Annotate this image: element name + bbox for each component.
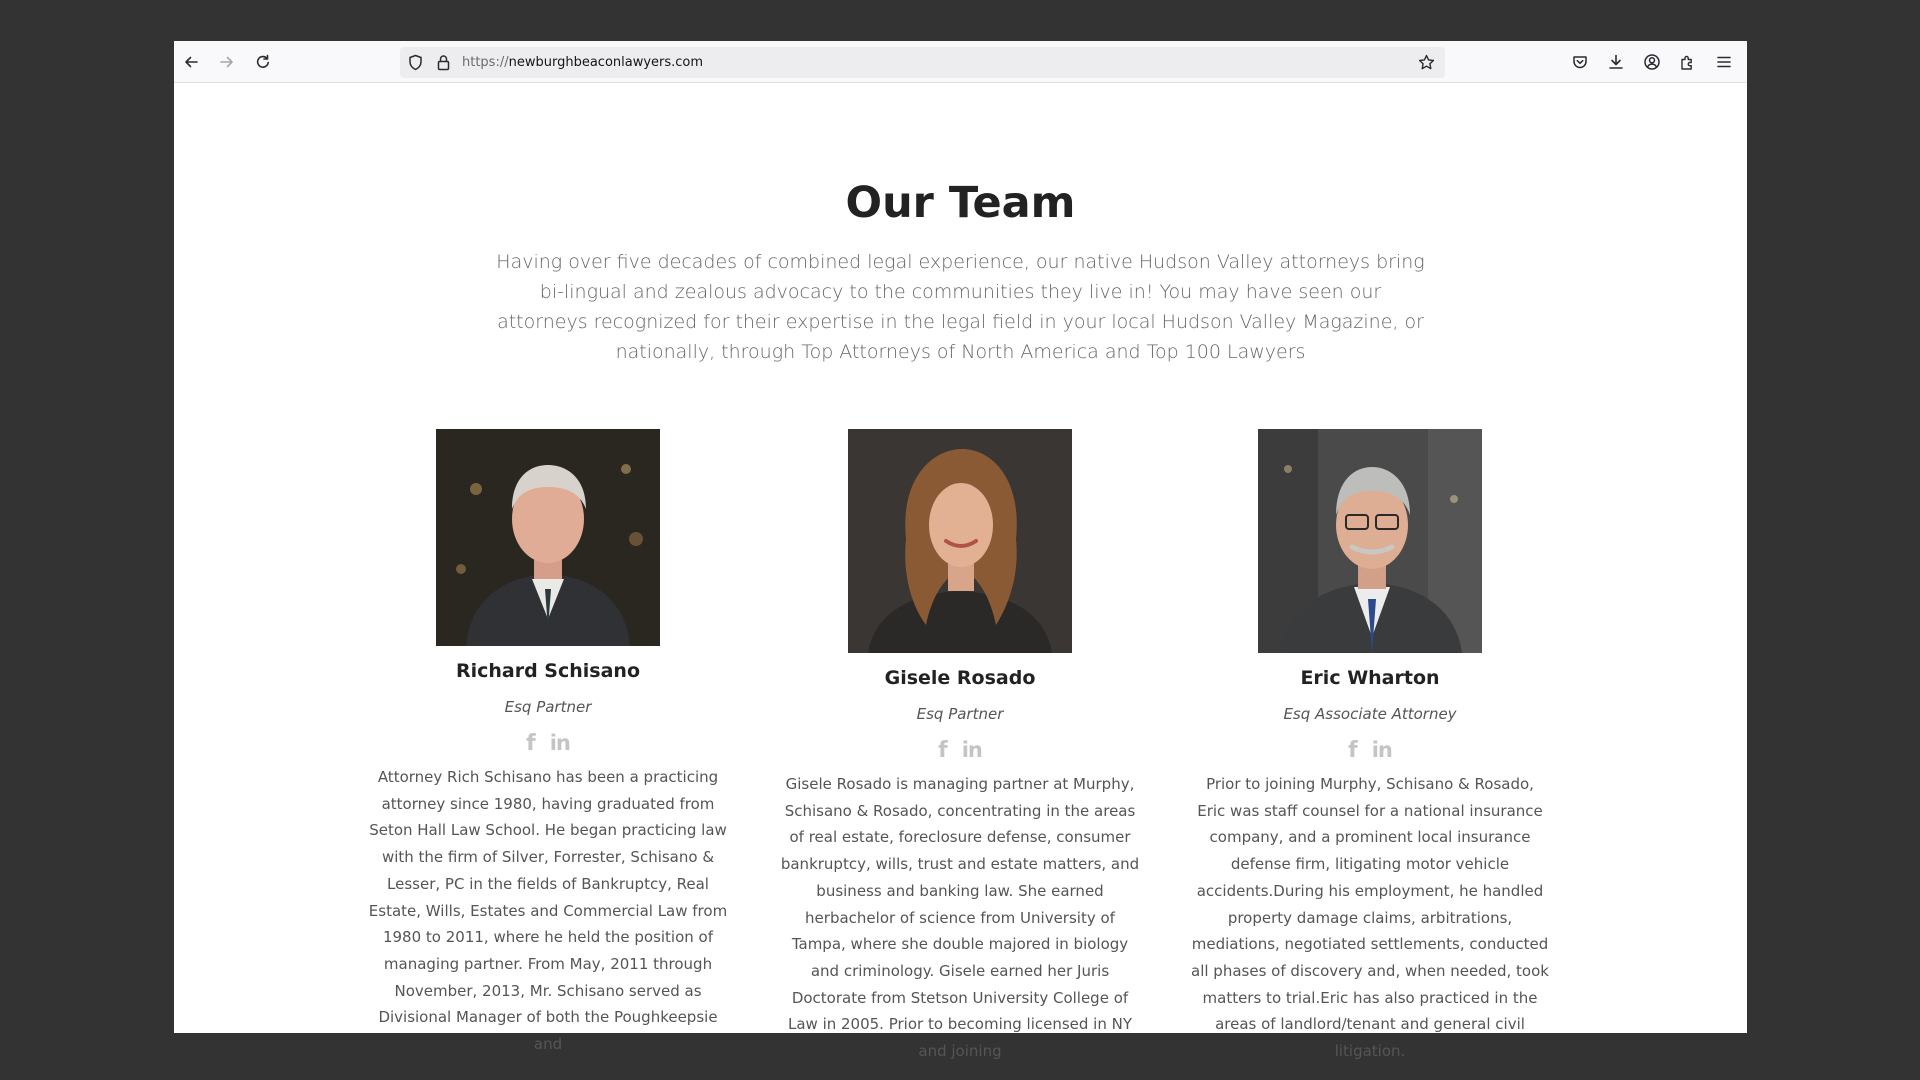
forward-button[interactable] — [215, 50, 239, 74]
team-member-card — [780, 429, 1140, 1065]
address-bar[interactable] — [400, 47, 1445, 78]
browser-window — [174, 41, 1747, 1061]
pocket-button[interactable] — [1568, 50, 1592, 74]
intro-paragraph: Having over five decades of combined legal experience, our native Hudson Valley attorneys bring bi-lingual and zealous advocacy to the communities they live in! You may have seen our attorneys recognized for their expertise in the legal field in your local Hudson Valley Magazine, or nationally, through Top Attorneys of North America and Top 100 Lawyers — [496, 251, 1425, 363]
social-links — [1190, 735, 1550, 765]
member-bio: Prior to joining Murphy, Schisano & Rosado, Eric was staff counsel for a national insurance company, and a prominent local insurance defense firm, litigating motor vehicle accidents.During his employment, he handled property damage claims, arbitrations, mediations, negotiated settlements, conducted all phases of discovery and, when needed, took matters to trial.Eric has also practiced in the areas of landlord/tenant and general civil litigation. — [1191, 775, 1549, 1061]
star-icon[interactable] — [1417, 53, 1436, 72]
social-links — [780, 735, 1140, 765]
reload-icon — [254, 53, 272, 71]
social-links — [368, 728, 728, 758]
page-content — [174, 83, 1747, 1061]
url-host: newburghbeaconlawyers.com — [508, 55, 704, 70]
downloads-button[interactable] — [1604, 50, 1628, 74]
portrait-image — [1258, 429, 1482, 653]
linkedin-icon[interactable]: in — [961, 738, 982, 762]
member-name: Richard Schisano — [455, 660, 641, 682]
member-bio: Attorney Rich Schisano has been a practicing attorney since 1980, having graduated from Seton Hall Law School. He began practicing law with the firm of Silver, Forrester, Schisano & Lesser, PC in the fields of Bankruptcy, Real Estate, Wills, Estates and Commercial Law from 1980 to 2011, where he held the position of managing partner. From May, 2011 through November, 2013, Mr. Schisano served as Divisional Manager of both the Poughkeepsie and — [368, 768, 728, 1054]
team-member-card — [1190, 429, 1550, 1065]
pocket-icon — [1571, 53, 1589, 71]
member-name: Gisele Rosado — [884, 667, 1036, 689]
member-photo — [1258, 429, 1482, 653]
shield-icon[interactable] — [406, 53, 425, 72]
arrow-left-icon — [182, 53, 200, 71]
account-button[interactable] — [1640, 50, 1664, 74]
menu-button[interactable] — [1712, 50, 1736, 74]
hamburger-menu-icon — [1715, 53, 1733, 71]
member-photo — [848, 429, 1072, 653]
facebook-icon[interactable]: f — [1348, 737, 1358, 763]
member-bio: Gisele Rosado is managing partner at Murphy, Schisano & Rosado, concentrating in the areas of real estate, foreclosure defense, consumer bankruptcy, wills, trust and estate matters, and business and banking law. She earned herbachelor of science from University of Tampa, where she double majored in biology and criminology. Gisele earned her Juris Doctorate from Stetson University College of Law in 2005. Prior to becoming licensed in NY and joining — [780, 775, 1140, 1061]
member-photo — [436, 429, 660, 646]
portrait-image — [848, 429, 1072, 653]
team-member-card — [368, 429, 728, 1058]
reload-button[interactable] — [251, 50, 275, 74]
url-scheme: https:// — [462, 55, 509, 70]
account-icon — [1643, 53, 1661, 71]
member-role: Esq Associate Attorney — [1283, 705, 1457, 723]
page-title: Our Team — [845, 178, 1076, 228]
browser-toolbar — [174, 41, 1747, 83]
linkedin-icon[interactable]: in — [549, 731, 570, 755]
member-role: Esq Partner — [504, 698, 592, 716]
puzzle-icon — [1679, 53, 1697, 71]
member-role: Esq Partner — [916, 705, 1004, 723]
lock-icon[interactable] — [434, 53, 453, 72]
extensions-button[interactable] — [1676, 50, 1700, 74]
back-button[interactable] — [179, 50, 203, 74]
arrow-right-icon — [218, 53, 236, 71]
linkedin-icon[interactable]: in — [1371, 738, 1392, 762]
facebook-icon[interactable]: f — [938, 737, 948, 763]
portrait-image — [436, 429, 660, 646]
url-text[interactable] — [462, 55, 703, 70]
download-icon — [1607, 53, 1625, 71]
member-name: Eric Wharton — [1300, 667, 1440, 689]
facebook-icon[interactable]: f — [526, 730, 536, 756]
